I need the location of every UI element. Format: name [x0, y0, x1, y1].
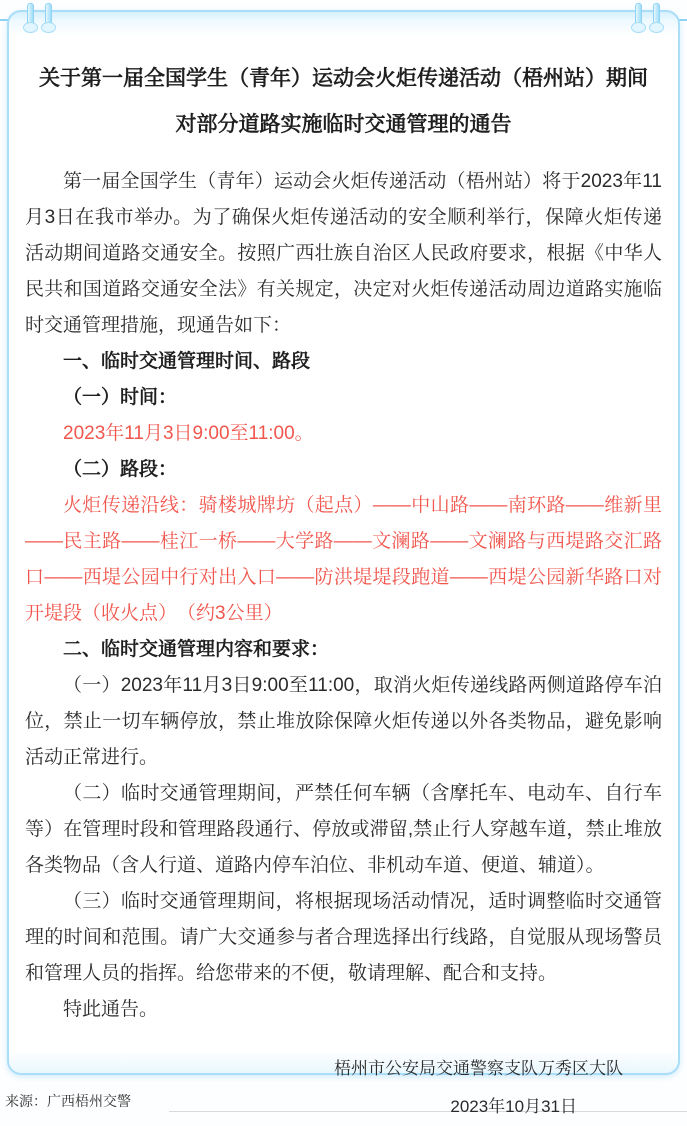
binder-pin-icon: [45, 3, 52, 31]
notice-title: 关于第一届全国学生（青年）运动会火炬传递活动（梧州站）期间对部分道路实施临时交通管理的通告: [39, 67, 648, 136]
rule-item-3: （三）临时交通管理期间，将根据现场活动情况，适时调整临时交通管理的时间和范围。请广大交通参与者合理选择出行线路，自觉服从现场警员和管理人员的指挥。给您带来的不便，敬请理解、配合和支持。: [25, 891, 662, 984]
rule-item-2: （二）临时交通管理期间，严禁任何车辆（含摩托车、电动车、自行车等）在管理时段和管理路段通行、停放或滞留,禁止行人穿越车道，禁止堆放各类物品（含人行道、道路内停车泊位、非机动车道、便道、辅道）。: [25, 783, 662, 876]
route-value: 火炬传递沿线：骑楼城牌坊（起点）——中山路——南环路——维新里——民主路——桂江一桥——大学路——文澜路——文澜路与西堤路交汇路口——西堤公园中行对出入口——防洪堤堤段跑道——西堤公园新华路口对开堤段（收火点） （约3公里）: [25, 495, 662, 624]
source-label: 来源：广西梧州交警: [5, 1093, 131, 1109]
signature-date: 2023年10月31日: [450, 1097, 577, 1116]
road-label: （二）路段：: [63, 459, 178, 480]
closing-note: 特此通告。: [63, 999, 159, 1020]
section2-heading: 二、临时交通管理内容和要求：: [63, 639, 330, 660]
signature-organization: 梧州市公安局交通警察支队万秀区大队: [334, 1059, 623, 1078]
binder-pin-icon: [653, 3, 660, 31]
rule-item-1: （一）2023年11月3日9:00至11:00，取消火炬传递线路两侧道路停车泊位，禁止一切车辆停放，禁止堆放除保障火炬传递以外各类物品，避免影响活动正常进行。: [25, 675, 662, 768]
intro-paragraph: 第一届全国学生（青年）运动会火炬传递活动（梧州站）将于2023年11月3日在我市举办。为了确保火炬传递活动的安全顺利举行，保障火炬传递活动期间道路交通安全。按照广西壮族自治区人民政府要求，根据《中华人民共和国道路交通安全法》有关规定，决定对火炬传递活动周边道路实施临时交通管理措施，现通告如下：: [25, 171, 662, 336]
section1-heading: 一、临时交通管理时间、路段: [63, 351, 311, 372]
time-label: （一）时间：: [63, 387, 178, 408]
binder-pin-icon: [27, 3, 34, 31]
time-value: 2023年11月3日9:00至11:00。: [63, 423, 314, 444]
binder-pin-icon: [635, 3, 642, 31]
